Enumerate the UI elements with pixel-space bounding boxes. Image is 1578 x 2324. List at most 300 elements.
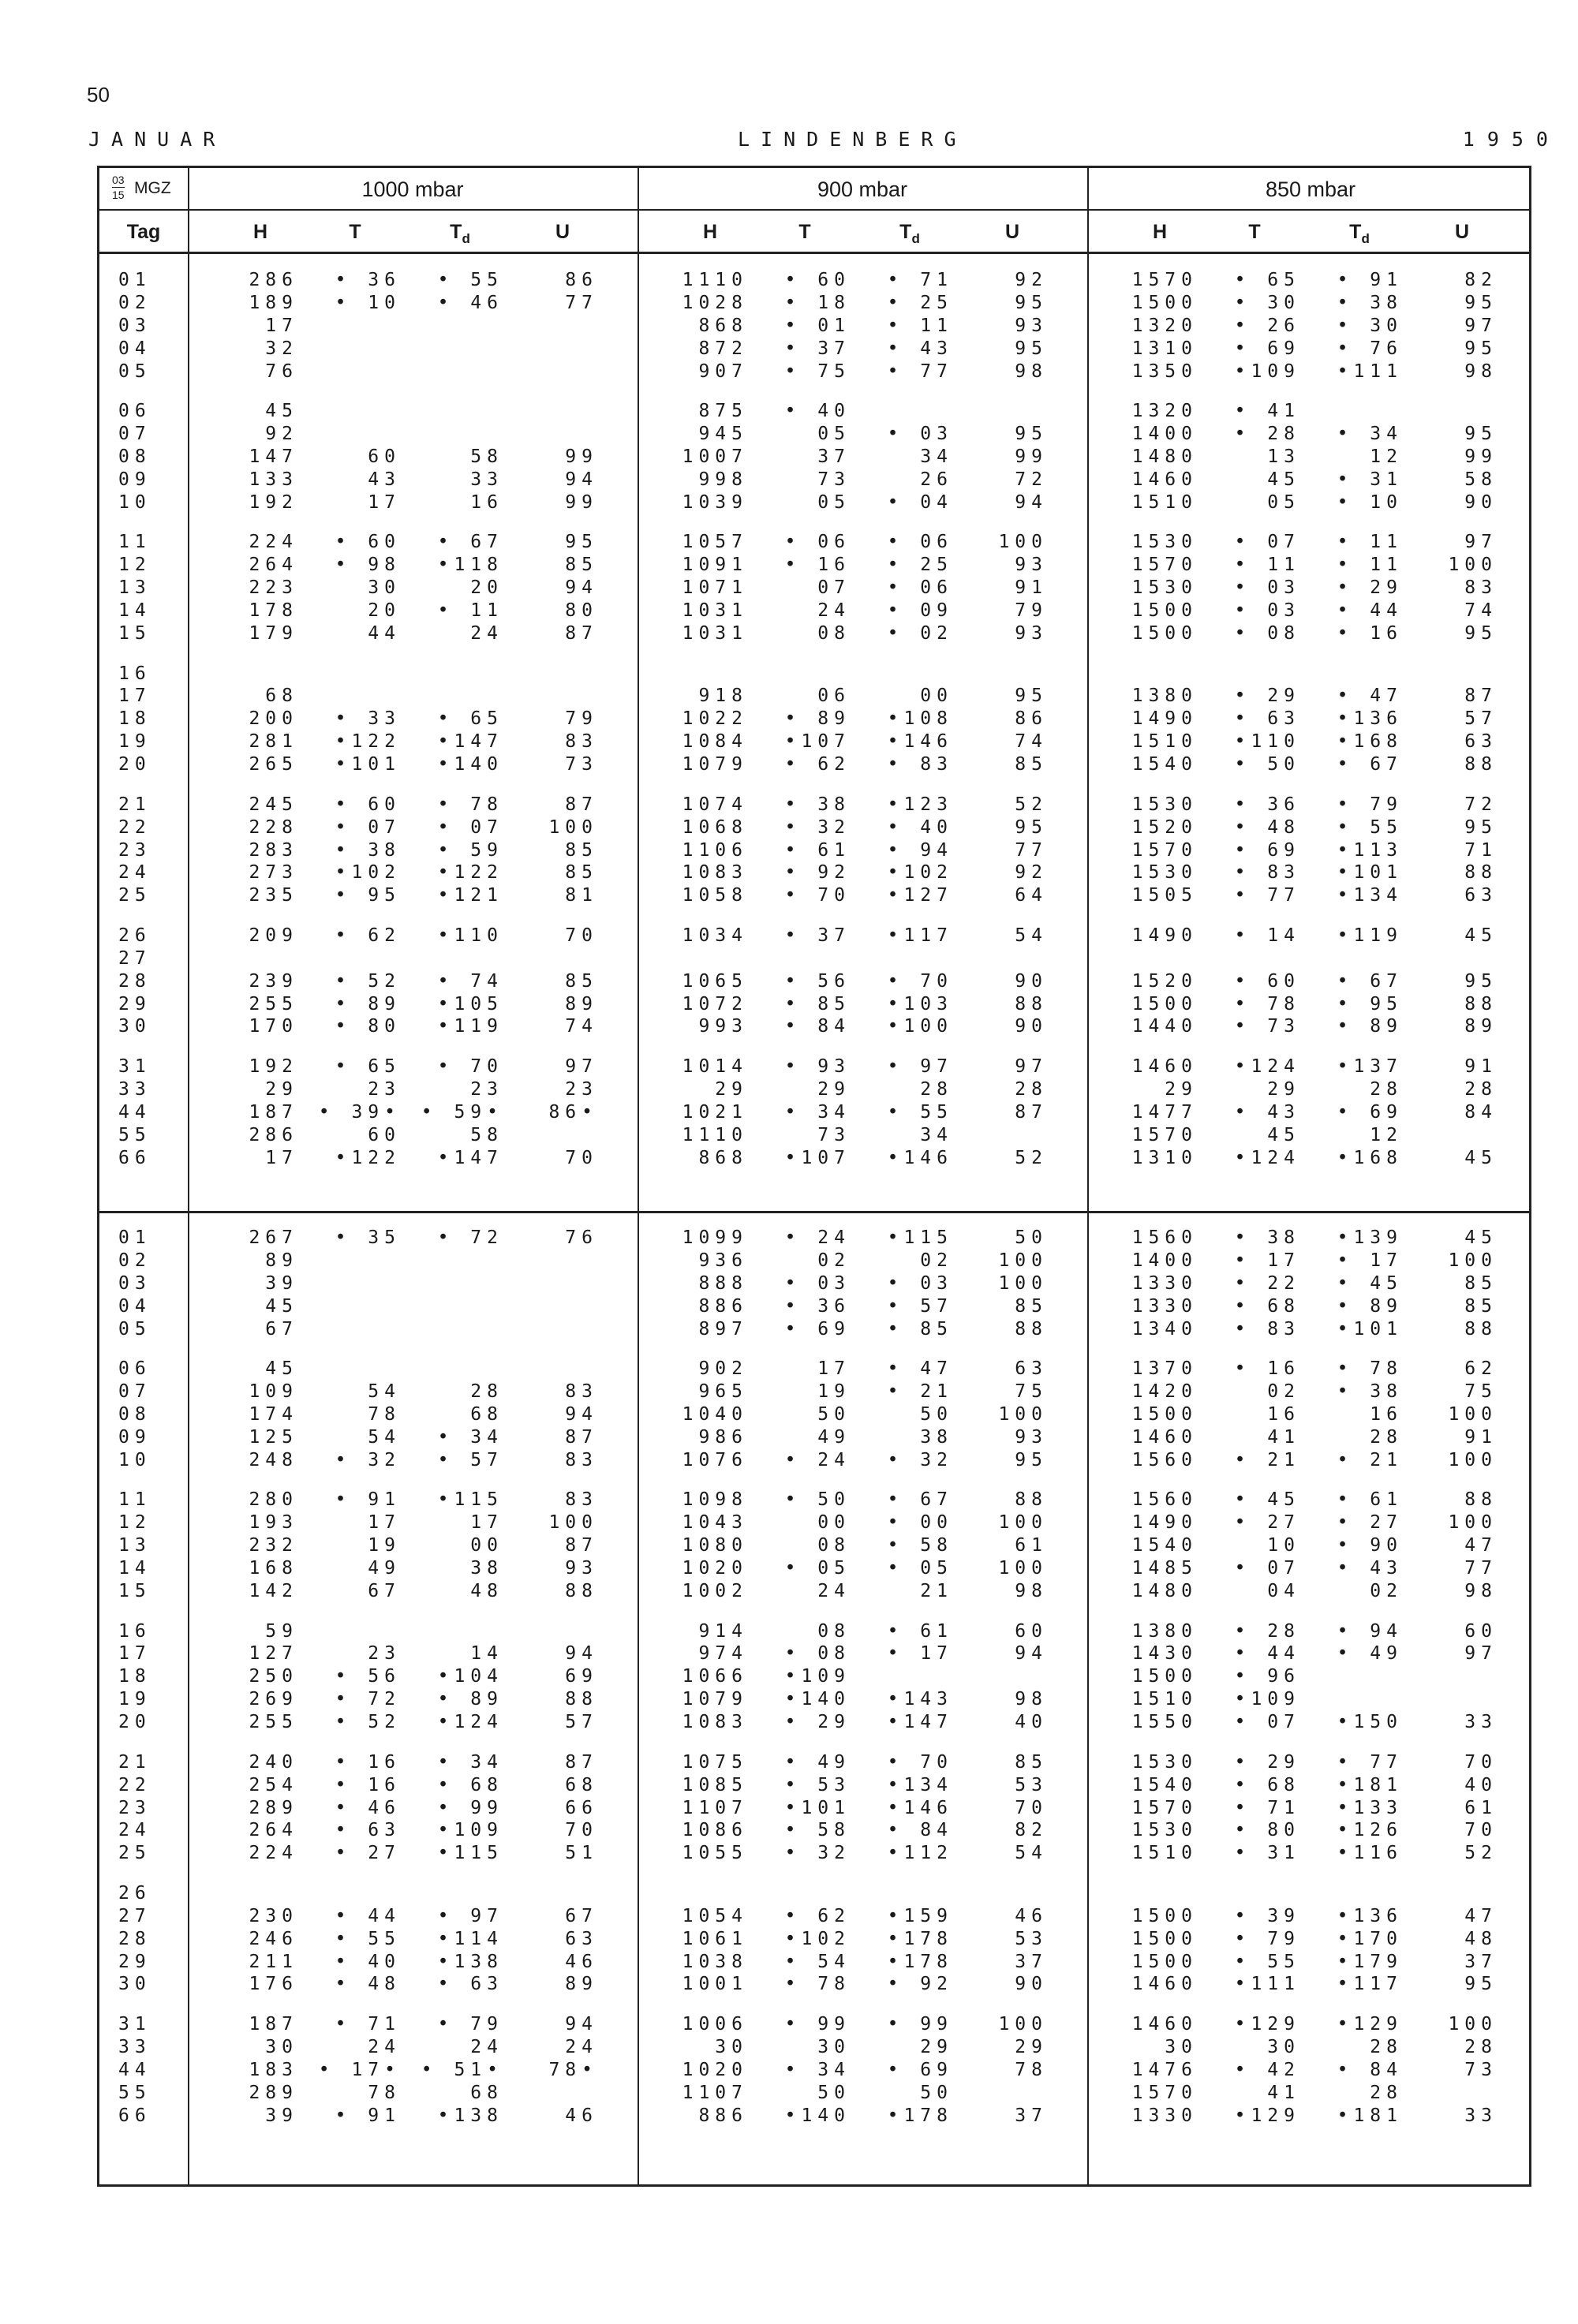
table-cell: 936 [698, 1250, 748, 1271]
subheader-u-g0: U [555, 221, 570, 243]
table-cell: • 18 [784, 292, 851, 313]
table-cell: 94 [565, 2014, 598, 2035]
table-cell: • 91 [335, 2105, 401, 2126]
table-cell: •147 [887, 1712, 953, 1733]
table-cell: 38 [470, 1558, 503, 1579]
table-cell: 86 [1015, 708, 1048, 730]
table-cell: • 63 [1234, 708, 1300, 730]
day-label: 06 [118, 401, 151, 422]
table-cell: • 43 [887, 338, 953, 359]
table-cell: 69 [565, 1666, 598, 1687]
table-cell: 1460 [1131, 469, 1198, 490]
table-cell: 17 [470, 1512, 503, 1534]
day-label: 25 [118, 1843, 151, 1864]
table-cell: 30 [1165, 2036, 1198, 2057]
table-cell: 38 [920, 1426, 953, 1448]
table-cell: • 78 [784, 1974, 851, 1995]
table-cell: 100 [998, 2014, 1048, 2035]
table-cell: 83 [565, 1449, 598, 1470]
table-cell: 97 [1464, 315, 1498, 336]
day-label: 24 [118, 1820, 151, 1841]
table-cell: • 79 [1234, 1928, 1300, 1949]
table-cell: • 11 [437, 600, 503, 622]
table-cell: 224 [249, 532, 298, 553]
table-cell: 1079 [682, 754, 748, 775]
table-cell: 1500 [1131, 622, 1198, 644]
table-cell: 1540 [1131, 754, 1198, 775]
table-cell: 45 [1464, 1147, 1498, 1168]
table-cell: 85 [1015, 1295, 1048, 1317]
table-cell: • 46 [335, 1797, 401, 1818]
table-cell: 109 [249, 1381, 298, 1403]
table-cell: 1477 [1131, 1101, 1198, 1123]
table-cell: 33 [1464, 1712, 1498, 1733]
table-cell: • 32 [784, 1843, 851, 1864]
divider-day [188, 168, 189, 2184]
table-cell: • 72 [335, 1689, 401, 1710]
table-cell: 17 [265, 315, 298, 336]
table-cell: • 11 [1337, 532, 1403, 553]
table-cell: 92 [1015, 270, 1048, 290]
table-cell: 1107 [682, 2082, 748, 2103]
table-cell: 1430 [1131, 1643, 1198, 1665]
table-cell: 48 [1464, 1928, 1498, 1949]
table-cell: •102 [887, 862, 953, 884]
table-cell: 189 [249, 292, 298, 313]
table-cell: 94 [1015, 491, 1048, 513]
table-cell: 04 [1267, 1580, 1300, 1601]
table-cell: • 67 [1337, 970, 1403, 992]
table-cell: 88 [1015, 993, 1048, 1014]
table-cell: 1570 [1131, 839, 1198, 861]
day-label: 28 [118, 1928, 151, 1949]
table-cell: 93 [1015, 622, 1048, 644]
table-cell: 28 [470, 1381, 503, 1403]
table-cell: 70 [565, 1147, 598, 1168]
table-cell: 1400 [1131, 424, 1198, 445]
table-cell: • 45 [1337, 1272, 1403, 1294]
table-cell: 50 [817, 2082, 851, 2103]
table-cell: • 17 [887, 1643, 953, 1665]
table-cell: •129 [1337, 2014, 1403, 2035]
day-label: 22 [118, 1774, 151, 1795]
day-label: 31 [118, 1056, 151, 1078]
table-cell: 100 [1448, 1250, 1498, 1271]
table-cell: 100 [998, 532, 1048, 553]
table-cell: 16 [1370, 1403, 1403, 1425]
table-cell: 1006 [682, 2014, 748, 2035]
table-cell: • 56 [784, 970, 851, 992]
day-label: 19 [118, 731, 151, 753]
table-cell: 95 [1015, 424, 1048, 445]
table-cell: • 52 [335, 970, 401, 992]
table-cell: 24 [470, 2036, 503, 2057]
day-label: 03 [118, 1272, 151, 1294]
table-cell: 224 [249, 1843, 298, 1864]
table-cell: 05 [1267, 491, 1300, 513]
table-cell: • 10 [1337, 491, 1403, 513]
table-cell: • 07 [1234, 1558, 1300, 1579]
table-cell: • 75 [784, 361, 851, 382]
table-cell: 98 [1464, 1580, 1498, 1601]
table-cell: • 62 [784, 754, 851, 775]
table-cell: • 63 [335, 1820, 401, 1841]
table-cell: 74 [1464, 600, 1498, 622]
table-cell: 85 [565, 862, 598, 884]
day-label: 12 [118, 1512, 151, 1534]
table-cell: •139 [1337, 1227, 1403, 1248]
table-cell: 1480 [1131, 446, 1198, 467]
table-cell: 1420 [1131, 1381, 1198, 1403]
table-cell: 1490 [1131, 1512, 1198, 1534]
table-cell: • 71 [1234, 1797, 1300, 1818]
table-cell: • 80 [335, 1016, 401, 1037]
table-cell: • 55 [1337, 816, 1403, 838]
table-cell: 98 [1464, 361, 1498, 382]
table-cell: •140 [784, 1689, 851, 1710]
table-cell: 1022 [682, 708, 748, 730]
table-cell: 83 [1464, 577, 1498, 599]
table-cell: 90 [1015, 1016, 1048, 1037]
table-cell: •146 [887, 1147, 953, 1168]
table-cell: 280 [249, 1489, 298, 1511]
table-cell: 88 [1464, 862, 1498, 884]
mgz-label: MGZ [134, 179, 171, 197]
table-cell: 46 [565, 1951, 598, 1972]
table-cell: 45 [1464, 925, 1498, 946]
table-cell: 1330 [1131, 1272, 1198, 1294]
table-cell: • 58 [784, 1820, 851, 1841]
table-cell: 17 [265, 1147, 298, 1168]
table-cell: • 69 [1337, 1101, 1403, 1123]
table-cell: 67 [368, 1580, 401, 1601]
table-cell: • 30 [1337, 315, 1403, 336]
table-cell: 1039 [682, 491, 748, 513]
table-cell: 998 [698, 469, 748, 490]
day-label: 17 [118, 686, 151, 707]
table-cell: 70 [565, 1820, 598, 1841]
table-cell: 75 [1464, 1381, 1498, 1403]
table-cell: 88 [565, 1580, 598, 1601]
table-cell: • 07 [1234, 1712, 1300, 1733]
table-cell: 85 [1015, 754, 1048, 775]
divider-850 [1087, 168, 1089, 2184]
table-cell: 974 [698, 1643, 748, 1665]
day-label: 44 [118, 1101, 151, 1123]
table-cell: 88 [1464, 1489, 1498, 1511]
table-cell: 1560 [1131, 1227, 1198, 1248]
table-cell: 33 [470, 469, 503, 490]
table-cell: 183 [249, 2059, 298, 2080]
table-cell: • 00 [887, 1512, 953, 1534]
table-cell: • 89 [1337, 1016, 1403, 1037]
table-cell: 95 [1464, 338, 1498, 359]
table-cell: 246 [249, 1928, 298, 1949]
table-cell: • 08 [1234, 622, 1300, 644]
table-cell: • 16 [1234, 1358, 1300, 1380]
table-cell: 30 [817, 2036, 851, 2057]
table-cell: • 95 [1337, 993, 1403, 1014]
table-cell: 45 [1464, 1227, 1498, 1248]
table-cell: 232 [249, 1535, 298, 1556]
table-cell: • 91 [335, 1489, 401, 1511]
day-label: 13 [118, 577, 151, 599]
table-cell: 97 [565, 1056, 598, 1078]
table-cell: 125 [249, 1426, 298, 1448]
table-cell: • 96 [1234, 1666, 1300, 1687]
table-cell: 1485 [1131, 1558, 1198, 1579]
table-cell: 1031 [682, 622, 748, 644]
table-cell: • 32 [784, 816, 851, 838]
table-cell: 60 [368, 446, 401, 467]
table-cell: 97 [1015, 1056, 1048, 1078]
table-cell: 95 [1015, 338, 1048, 359]
day-label: 17 [118, 1643, 151, 1665]
table-cell: 1460 [1131, 1056, 1198, 1078]
table-cell: •138 [437, 2105, 503, 2126]
day-label: 15 [118, 622, 151, 644]
table-cell: • 21 [1234, 1449, 1300, 1470]
table-cell: 40 [1464, 1774, 1498, 1795]
table-cell: 1520 [1131, 816, 1198, 838]
table-cell: 1490 [1131, 925, 1198, 946]
table-cell: 1510 [1131, 1689, 1198, 1710]
table-cell: 30 [368, 577, 401, 599]
table-cell: 10 [1267, 1535, 1300, 1556]
table-cell: 50 [1015, 1227, 1048, 1248]
table-cell: • 29 [1337, 577, 1403, 599]
table-cell: • 51• [421, 2059, 503, 2080]
subheader-h-g1: H [702, 221, 718, 243]
table-cell: 1570 [1131, 270, 1198, 290]
day-label: 11 [118, 1489, 151, 1511]
table-cell: 1110 [682, 270, 748, 290]
table-cell: • 48 [1234, 816, 1300, 838]
table-cell: 58 [470, 1124, 503, 1145]
table-cell: •170 [1337, 1928, 1403, 1949]
table-cell: 28 [1015, 1078, 1048, 1100]
table-cell: 29 [920, 2036, 953, 2057]
table-cell: • 31 [1337, 469, 1403, 490]
table-cell: 44 [368, 622, 401, 644]
day-header: Tag [126, 221, 161, 243]
table-cell: • 53 [784, 1774, 851, 1795]
day-label: 07 [118, 1381, 151, 1403]
day-label: 12 [118, 555, 151, 576]
day-label: 19 [118, 1689, 151, 1710]
table-cell: •115 [887, 1227, 953, 1248]
table-cell: 00 [817, 1512, 851, 1534]
table-cell: 1083 [682, 862, 748, 884]
day-label: 55 [118, 1124, 151, 1145]
table-cell: 87 [1464, 686, 1498, 707]
table-cell: 57 [565, 1712, 598, 1733]
table-cell: 1074 [682, 794, 748, 815]
table-cell: 71 [1464, 839, 1498, 861]
table-cell: • 92 [887, 1974, 953, 1995]
table-cell: • 85 [887, 1318, 953, 1339]
table-cell: 918 [698, 686, 748, 707]
table-cell: • 91 [1337, 270, 1403, 290]
table-cell: 82 [1015, 1820, 1048, 1841]
table-cell: •122 [437, 862, 503, 884]
table-cell: •118 [437, 555, 503, 576]
table-cell: •181 [1337, 2105, 1403, 2126]
table-cell: • 84 [887, 1820, 953, 1841]
table-cell: • 59 [437, 839, 503, 861]
table-cell: • 30 [1234, 292, 1300, 313]
table-cell: 98 [1015, 361, 1048, 382]
table-cell: •168 [1337, 731, 1403, 753]
table-cell: • 38 [1337, 292, 1403, 313]
table-cell: 87 [565, 622, 598, 644]
table-cell: •101 [1337, 862, 1403, 884]
table-cell: •134 [1337, 885, 1403, 906]
table-cell: 1480 [1131, 1580, 1198, 1601]
table-cell: 30 [265, 2036, 298, 2057]
subheader-u-g2: U [1454, 221, 1470, 243]
table-cell: 91 [1464, 1056, 1498, 1078]
table-cell: 897 [698, 1318, 748, 1339]
table-cell: 95 [1464, 292, 1498, 313]
table-cell: • 61 [784, 839, 851, 861]
day-label: 33 [118, 1078, 151, 1100]
table-cell: • 99 [887, 2014, 953, 2035]
table-cell: 1530 [1131, 577, 1198, 599]
table-cell: 986 [698, 1426, 748, 1448]
table-cell: 58 [470, 446, 503, 467]
table-cell: • 43 [1337, 1558, 1403, 1579]
table-cell: 1007 [682, 446, 748, 467]
table-cell: 97 [1464, 532, 1498, 553]
table-cell: •110 [1234, 731, 1300, 753]
table-cell: 907 [698, 361, 748, 382]
table-cell: 187 [249, 1101, 298, 1123]
table-cell: •179 [1337, 1951, 1403, 1972]
day-label: 10 [118, 491, 151, 513]
table-cell: 1083 [682, 1712, 748, 1733]
table-cell: • 80 [1234, 1820, 1300, 1841]
day-label: 10 [118, 1449, 151, 1470]
table-cell: 1031 [682, 600, 748, 622]
table-cell: 255 [249, 993, 298, 1014]
table-cell: 1080 [682, 1535, 748, 1556]
table-cell: •138 [437, 1951, 503, 1972]
table-cell: 89 [565, 993, 598, 1014]
table-cell: 1055 [682, 1843, 748, 1864]
table-cell: 08 [817, 1620, 851, 1642]
table-cell: 16 [1267, 1403, 1300, 1425]
table-cell: 63 [1015, 1358, 1048, 1380]
table-cell: 211 [249, 1951, 298, 1972]
day-label: 30 [118, 1974, 151, 1995]
table-cell: • 03 [887, 1272, 953, 1294]
day-label: 21 [118, 794, 151, 815]
table-cell: 89 [265, 1250, 298, 1271]
table-cell: •103 [887, 993, 953, 1014]
table-cell: • 40 [784, 401, 851, 422]
table-cell: • 60 [335, 532, 401, 553]
month-header: JANUAR [88, 128, 226, 151]
table-cell: 23 [368, 1643, 401, 1665]
table-cell: 100 [1448, 1403, 1498, 1425]
table-cell: 78 [368, 2082, 401, 2103]
table-cell: 100 [1448, 555, 1498, 576]
divider-sections [99, 1211, 1529, 1213]
subheader-t-g1: T [798, 221, 811, 243]
table-cell: 192 [249, 1056, 298, 1078]
table-cell: 1001 [682, 1974, 748, 1995]
table-cell: 1110 [682, 1124, 748, 1145]
table-cell: 1570 [1131, 1797, 1198, 1818]
table-cell: 993 [698, 1016, 748, 1037]
table-cell: • 47 [887, 1358, 953, 1380]
table-cell: • 17 [1337, 1250, 1403, 1271]
table-cell: 99 [565, 491, 598, 513]
table-cell: 52 [1015, 794, 1048, 815]
day-label: 02 [118, 1250, 151, 1271]
table-cell: 192 [249, 491, 298, 513]
table-cell: • 73 [1234, 1016, 1300, 1037]
table-cell: 73 [817, 1124, 851, 1145]
table-cell: 43 [368, 469, 401, 490]
table-cell: • 14 [1234, 925, 1300, 946]
table-cell: • 93 [784, 1056, 851, 1078]
table-cell: 93 [1015, 315, 1048, 336]
table-cell: 68 [565, 1774, 598, 1795]
table-cell: 1038 [682, 1951, 748, 1972]
table-cell: 209 [249, 925, 298, 946]
table-cell: 29 [715, 1078, 748, 1100]
table-cell: • 76 [1337, 338, 1403, 359]
table-cell: 1084 [682, 731, 748, 753]
table-cell: • 38 [335, 839, 401, 861]
table-cell: • 24 [784, 1227, 851, 1248]
table-cell: 81 [565, 885, 598, 906]
day-label: 05 [118, 1318, 151, 1339]
table-cell: • 98 [335, 555, 401, 576]
table-cell: 95 [1464, 816, 1498, 838]
table-cell: 63 [565, 1928, 598, 1949]
table-cell: 1500 [1131, 292, 1198, 313]
table-cell: 28 [1370, 2036, 1403, 2057]
table-cell: 37 [1464, 1951, 1498, 1972]
table-cell: 70 [1015, 1797, 1048, 1818]
table-cell: 02 [1370, 1580, 1403, 1601]
table-cell: 84 [1464, 1101, 1498, 1123]
table-cell: • 49 [1337, 1643, 1403, 1665]
table-cell: 73 [1464, 2059, 1498, 2080]
table-cell: • 89 [1337, 1295, 1403, 1317]
table-cell: • 21 [887, 1381, 953, 1403]
table-cell: 1043 [682, 1512, 748, 1534]
table-cell: • 27 [1337, 1512, 1403, 1534]
table-cell: 289 [249, 2082, 298, 2103]
table-cell: •100 [887, 1016, 953, 1037]
table-cell: 1330 [1131, 1295, 1198, 1317]
table-cell: 95 [1464, 1974, 1498, 1995]
table-cell: • 50 [1234, 754, 1300, 775]
table-cell: 187 [249, 2014, 298, 2035]
table-cell: 28 [1370, 1078, 1403, 1100]
table-cell: • 43 [1234, 1101, 1300, 1123]
table-cell: 26 [920, 469, 953, 490]
table-cell: 76 [565, 1227, 598, 1248]
table-cell: • 04 [887, 491, 953, 513]
table-cell: 70 [1464, 1820, 1498, 1841]
table-cell: •143 [887, 1689, 953, 1710]
table-cell: 72 [1464, 794, 1498, 815]
